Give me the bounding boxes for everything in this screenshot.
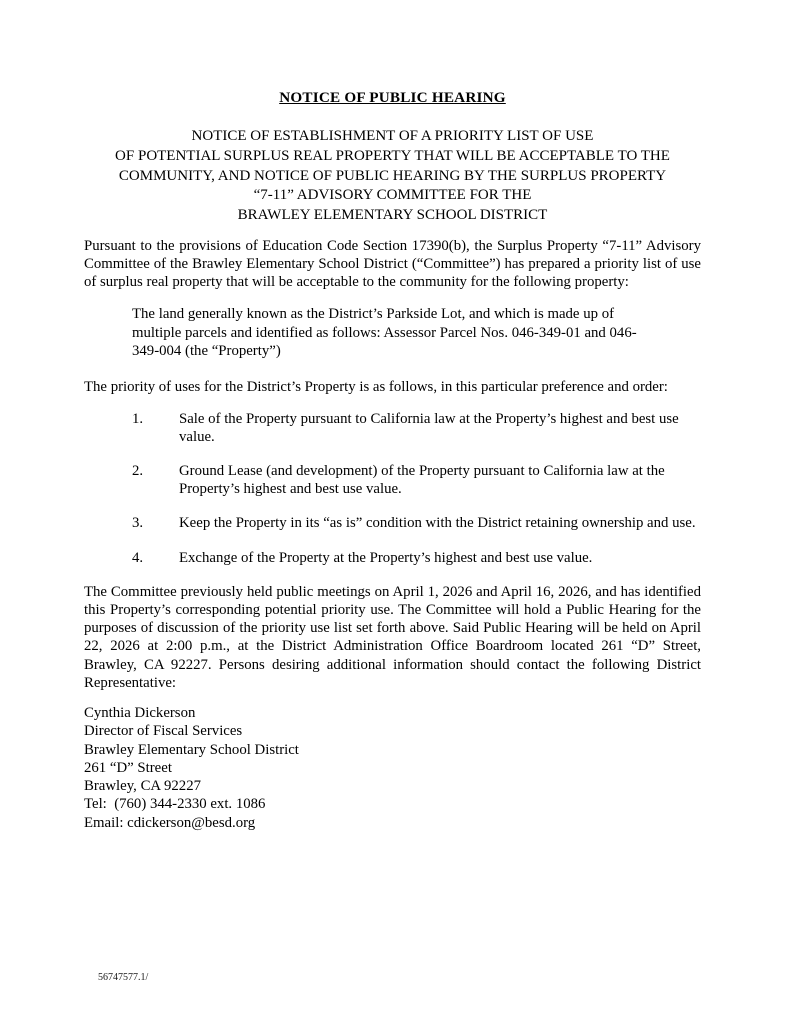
list-item-number: 1. <box>132 410 144 427</box>
priority-list-item-3 <box>84 514 701 532</box>
subtitle-line-1: NOTICE OF ESTABLISHMENT OF A PRIORITY LIST OF USE <box>191 128 594 144</box>
subtitle-line-3: COMMUNITY, AND NOTICE OF PUBLIC HEARING BY THE SURPLUS PROPERTY <box>118 167 667 184</box>
paragraph-public-hearing: The Committee previously held public meetings on April 1, 2026 and April 16, 2026, and has identified this Property’s corresponding potential priority use. The Committee will hold a Public Hearing for the purposes of discussion of the priority use list set forth above. Said Public Hearing will be held on April 22, 2026 at 2:00 p.m., at the District Administration Office Boardroom located 261 “D” Street, Brawley, CA 92227. Persons desiring additional information should contact the following District Representative: <box>84 583 701 691</box>
property-description: The land generally known as the District’s Parkside Lot, and which is made up of multiple parcels and identified as follows: Assessor Parcel Nos. 046-349-01 and 046-349-004 (the “Property”) <box>132 305 637 360</box>
document-title <box>84 89 701 107</box>
priority-list-item-1 <box>84 410 701 446</box>
contact-block <box>84 704 701 832</box>
list-item-text: Sale of the Property pursuant to California law at the Property’s highest and best use value. <box>179 410 679 445</box>
subtitle-line-2: OF POTENTIAL SURPLUS REAL PROPERTY THAT WILL BE ACCEPTABLE TO THE <box>115 147 670 164</box>
document-subtitle <box>84 127 701 226</box>
paragraph-priority-of-uses: The priority of uses for the District’s Property is as follows, in this particular preference and order: <box>84 379 668 396</box>
list-item-number: 3. <box>132 515 144 532</box>
contact-organization: Brawley Elementary School District <box>84 741 299 758</box>
paragraph-pursuant: Pursuant to the provisions of Education Code Section 17390(b), the Surplus Property “7-11” Advisory Committee of the Brawley Elementary School District (“Committee”) has prepared a priority list of use of surplus real property that will be acceptable to the community for the following property: <box>84 237 701 291</box>
contact-city: Brawley, CA 92227 <box>84 778 201 795</box>
footer-document-number: 56747577.1/ <box>98 972 149 983</box>
list-item-number: 2. <box>132 462 144 479</box>
subtitle-line-4: “7-11” ADVISORY COMMITTEE FOR THE <box>253 187 532 204</box>
contact-email: Email: cdickerson@besd.org <box>84 814 256 831</box>
contact-name: Cynthia Dickerson <box>84 704 196 721</box>
contact-title: Director of Fiscal Services <box>84 723 243 740</box>
notice-document <box>84 89 701 832</box>
list-item-text: Ground Lease (and development) of the Property pursuant to California law at the Property’s highest and best use value. <box>179 462 665 498</box>
priority-list-item-2 <box>84 462 701 498</box>
priority-list <box>84 410 701 567</box>
list-item-text: Exchange of the Property at the Property’s highest and best use value. <box>179 549 593 566</box>
subtitle-line-5: BRAWLEY ELEMENTARY SCHOOL DISTRICT <box>237 207 548 224</box>
priority-list-item-4 <box>84 549 701 567</box>
list-item-number: 4. <box>132 549 144 566</box>
contact-street: 261 “D” Street <box>84 759 172 776</box>
list-item-text: Keep the Property in its “as is” condition with the District retaining ownership and use. <box>179 515 696 532</box>
document-title-text: NOTICE OF PUBLIC HEARING <box>279 89 506 106</box>
contact-phone: Tel: (760) 344-2330 ext. 1086 <box>84 796 266 813</box>
